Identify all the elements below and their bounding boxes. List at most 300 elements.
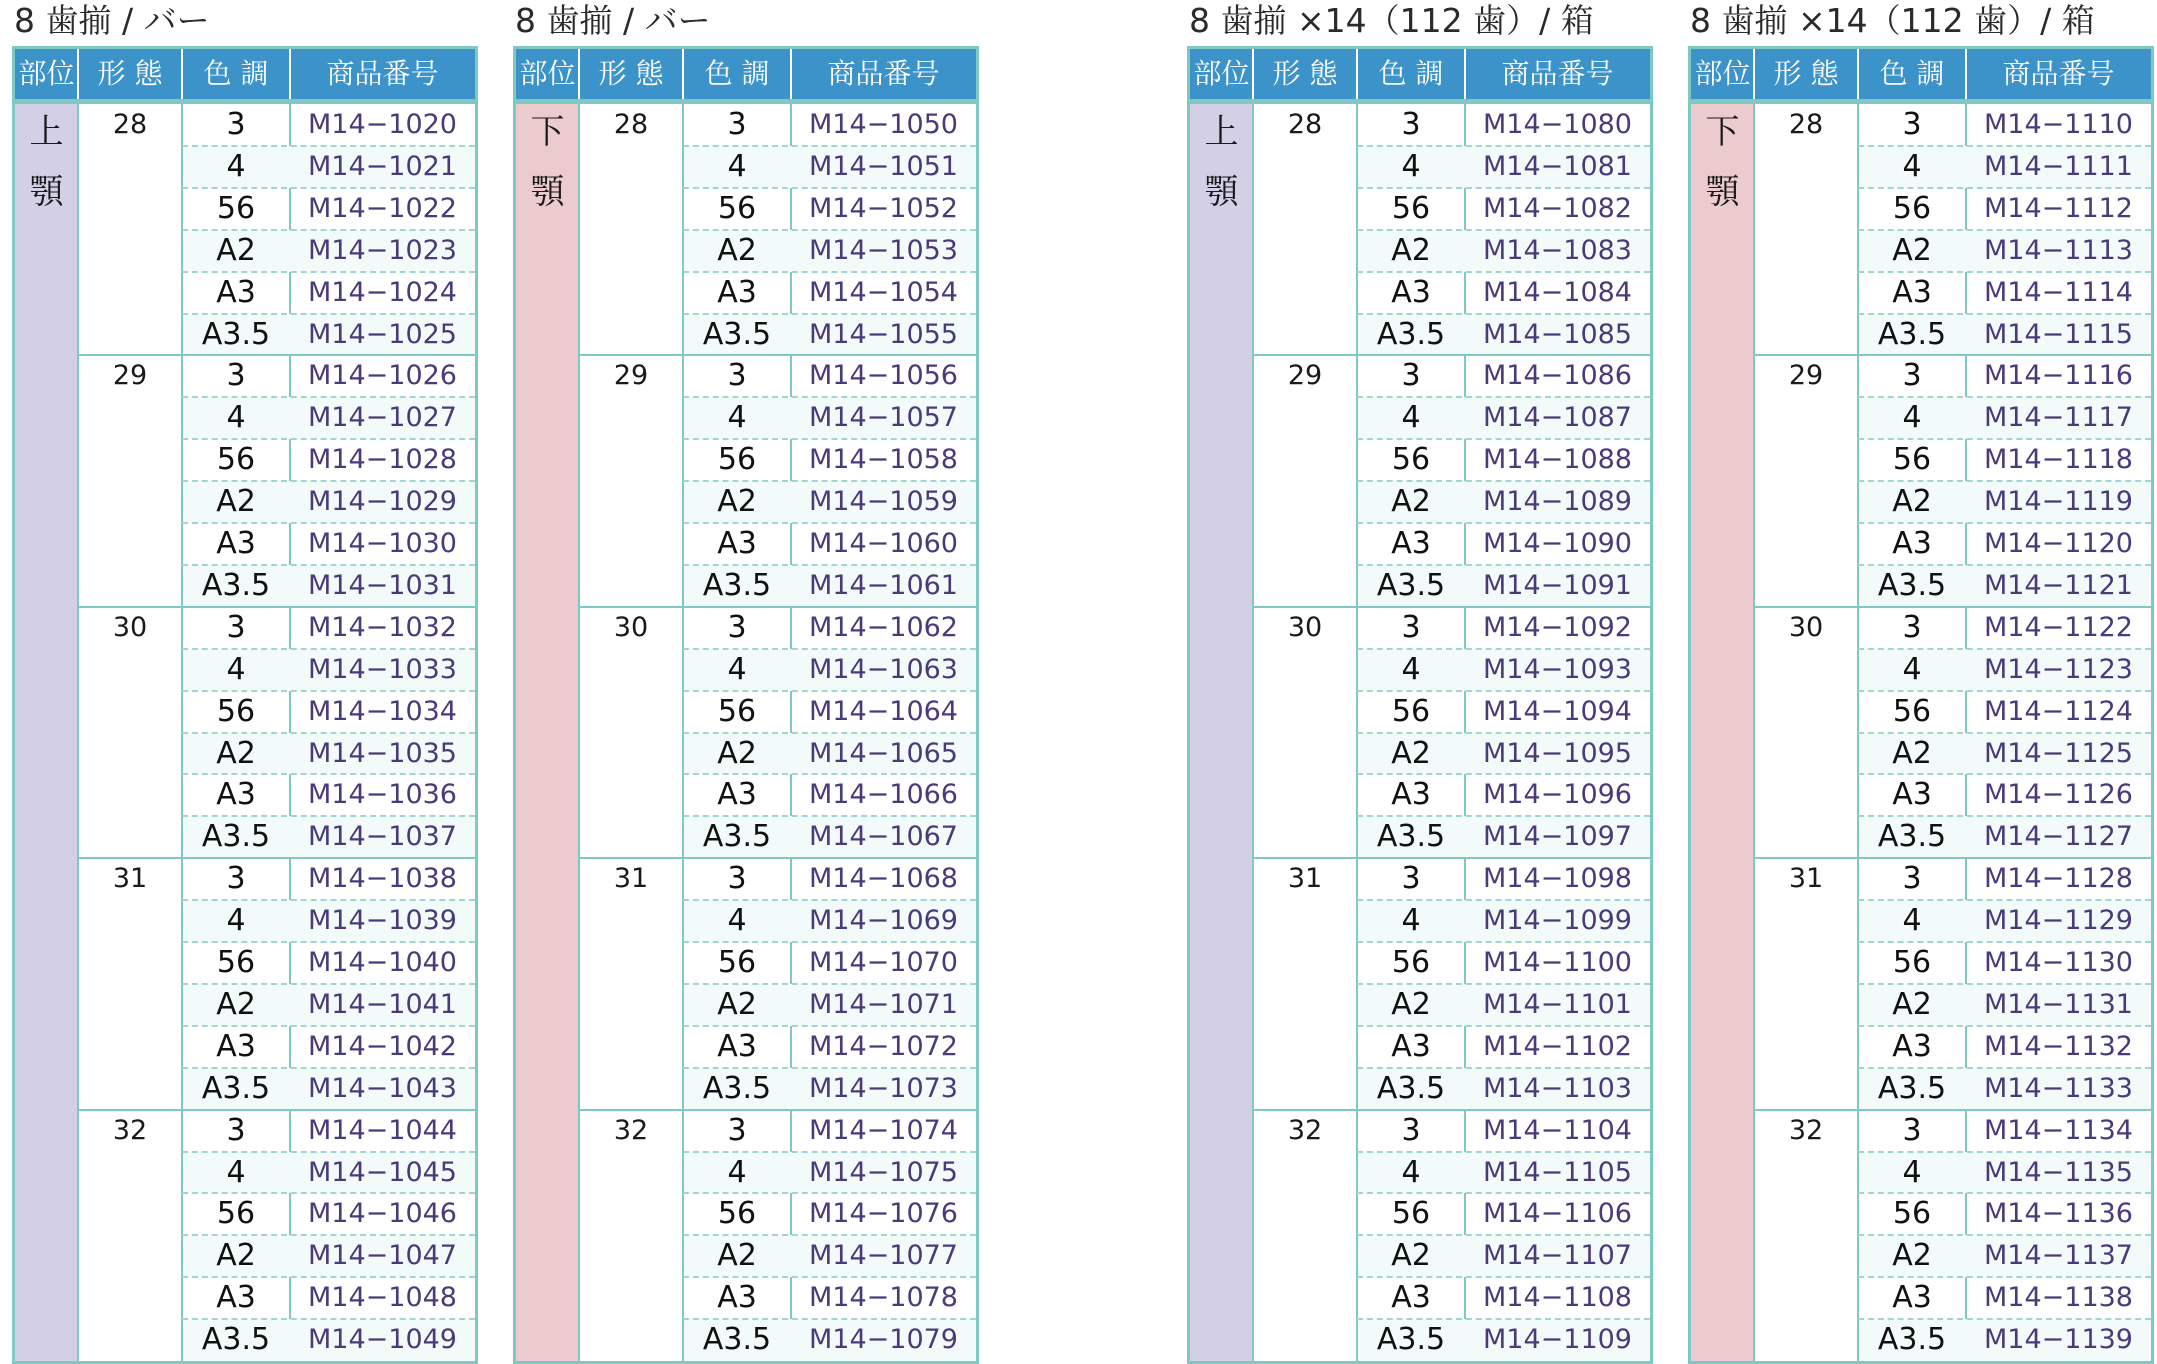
product-code-cell: M14−1026 bbox=[308, 360, 457, 392]
product-code-cell: M14−1037 bbox=[308, 821, 457, 853]
product-code-cell: M14−1119 bbox=[1984, 486, 2133, 518]
shade-cell: A2 bbox=[1391, 484, 1431, 520]
shade-cell: 4 bbox=[727, 903, 747, 939]
form-size-cell: 32 bbox=[112, 1114, 148, 1146]
product-code-cell: M14−1065 bbox=[809, 737, 958, 769]
product-code-cell: M14−1072 bbox=[809, 1030, 958, 1062]
product-code-cell: M14−1128 bbox=[1984, 863, 2133, 895]
header-code: 商品番号 bbox=[326, 57, 439, 90]
product-code-cell: M14−1030 bbox=[308, 528, 457, 559]
product-code-cell: M14−1044 bbox=[308, 1114, 457, 1146]
shade-cell: A2 bbox=[1391, 986, 1431, 1022]
jaw-part-label: 下 bbox=[530, 112, 565, 152]
product-code-cell: M14−1042 bbox=[308, 1030, 457, 1062]
shade-cell: A3.5 bbox=[201, 1322, 271, 1358]
product-code-cell: M14−1112 bbox=[1984, 192, 2133, 224]
form-size-cell: 30 bbox=[1287, 611, 1323, 643]
product-code-cell: M14−1053 bbox=[809, 234, 958, 266]
product-code-cell: M14−1056 bbox=[809, 360, 958, 392]
shade-cell: A3 bbox=[1892, 1028, 1932, 1064]
form-size-cell: 28 bbox=[1788, 109, 1824, 140]
header-divider bbox=[1356, 49, 1358, 99]
shade-cell: 3 bbox=[226, 1112, 246, 1148]
product-code-cell: M14−1077 bbox=[809, 1240, 958, 1272]
shade-cell: A3 bbox=[216, 526, 256, 561]
product-code-cell: M14−1115 bbox=[1984, 318, 2133, 350]
shade-cell: 3 bbox=[226, 861, 246, 897]
jaw-part-label: 上 bbox=[1204, 112, 1239, 152]
header-part: 部位 bbox=[519, 57, 576, 90]
shade-cell: 4 bbox=[1902, 400, 1922, 436]
product-code-cell: M14−1043 bbox=[308, 1072, 457, 1104]
product-code-cell: M14−1033 bbox=[308, 653, 457, 685]
shade-cell: 3 bbox=[1902, 609, 1922, 645]
product-code-cell: M14−1092 bbox=[1483, 611, 1632, 643]
form-size-cell: 32 bbox=[1788, 1114, 1824, 1146]
product-code-cell: M14−1091 bbox=[1483, 569, 1632, 601]
jaw-part-label: 上 bbox=[29, 112, 64, 152]
shade-cell: A3.5 bbox=[1877, 1322, 1947, 1358]
product-code-cell: M14−1135 bbox=[1984, 1156, 2133, 1188]
header-shade: 色 調 bbox=[203, 57, 269, 90]
product-code-cell: M14−1063 bbox=[809, 653, 958, 685]
shade-cell: A3 bbox=[1892, 526, 1932, 561]
form-size-cell: 30 bbox=[1788, 611, 1824, 643]
table-header bbox=[1691, 49, 2151, 104]
product-code-cell: M14−1024 bbox=[308, 276, 457, 308]
shade-cell: A2 bbox=[717, 232, 757, 268]
form-size-cell: 28 bbox=[613, 109, 649, 140]
shade-cell: 56 bbox=[216, 1196, 256, 1232]
product-code-cell: M14−1079 bbox=[809, 1324, 958, 1356]
product-code-cell: M14−1022 bbox=[308, 192, 457, 224]
shade-cell: 4 bbox=[1902, 1154, 1922, 1190]
header-divider bbox=[181, 49, 183, 99]
shade-cell: A2 bbox=[1391, 232, 1431, 268]
product-code-cell: M14−1138 bbox=[1984, 1282, 2133, 1314]
shade-cell: 3 bbox=[727, 358, 747, 394]
shade-cell: 56 bbox=[717, 190, 757, 226]
product-code-cell: M14−1060 bbox=[809, 528, 958, 559]
product-code-cell: M14−1040 bbox=[308, 947, 457, 978]
product-code-cell: M14−1074 bbox=[809, 1114, 958, 1146]
shade-cell: 4 bbox=[1401, 400, 1421, 436]
shade-cell: A3.5 bbox=[702, 1322, 772, 1358]
header-shade: 色 調 bbox=[1879, 57, 1945, 90]
header-divider bbox=[578, 49, 580, 99]
shade-cell: 4 bbox=[226, 651, 246, 687]
form-size-cell: 31 bbox=[1788, 863, 1824, 895]
shade-cell: A3.5 bbox=[702, 316, 772, 352]
shade-cell: 3 bbox=[1401, 1112, 1421, 1148]
shade-cell: A3 bbox=[216, 274, 256, 310]
shade-cell: A2 bbox=[216, 232, 256, 268]
shade-cell: 56 bbox=[1391, 1196, 1431, 1232]
product-code-cell: M14−1105 bbox=[1483, 1156, 1632, 1188]
header-part: 部位 bbox=[1193, 57, 1250, 90]
shade-cell: 3 bbox=[1902, 1112, 1922, 1148]
panel-title: 8 歯揃 / バー bbox=[14, 1, 210, 40]
header-divider bbox=[289, 49, 291, 99]
product-code-cell: M14−1062 bbox=[809, 611, 958, 643]
product-code-cell: M14−1050 bbox=[809, 109, 958, 140]
form-size-cell: 29 bbox=[1788, 360, 1824, 392]
shade-cell: 3 bbox=[1902, 861, 1922, 897]
shade-cell: A3 bbox=[1391, 274, 1431, 310]
product-code-cell: M14−1087 bbox=[1483, 402, 1632, 434]
shade-cell: 4 bbox=[1902, 903, 1922, 939]
product-code-cell: M14−1069 bbox=[809, 905, 958, 937]
shade-cell: 3 bbox=[1902, 107, 1922, 142]
product-code-cell: M14−1139 bbox=[1984, 1324, 2133, 1356]
product-code-cell: M14−1081 bbox=[1483, 150, 1632, 182]
header-code: 商品番号 bbox=[2002, 57, 2115, 90]
jaw-part-cell bbox=[1691, 104, 1754, 1361]
shade-cell: A2 bbox=[216, 1238, 256, 1274]
product-code-cell: M14−1049 bbox=[308, 1324, 457, 1356]
column-divider bbox=[1753, 104, 1755, 1361]
product-code-cell: M14−1122 bbox=[1984, 611, 2133, 643]
header-form: 形 態 bbox=[1773, 57, 1839, 90]
shade-cell: 56 bbox=[1892, 190, 1932, 226]
product-code-cell: M14−1048 bbox=[308, 1282, 457, 1314]
column-divider bbox=[77, 104, 79, 1361]
product-code-cell: M14−1031 bbox=[308, 569, 457, 601]
product-code-cell: M14−1025 bbox=[308, 318, 457, 350]
shade-cell: A3 bbox=[1892, 274, 1932, 310]
shade-cell: 3 bbox=[1401, 609, 1421, 645]
shade-cell: A3 bbox=[1892, 777, 1932, 813]
shade-cell: A3 bbox=[216, 1280, 256, 1316]
product-code-cell: M14−1094 bbox=[1483, 695, 1632, 727]
shade-cell: 56 bbox=[717, 945, 757, 980]
product-code-cell: M14−1085 bbox=[1483, 318, 1632, 350]
shade-cell: A2 bbox=[216, 735, 256, 771]
form-size-cell: 31 bbox=[1287, 863, 1323, 895]
product-code-cell: M14−1134 bbox=[1984, 1114, 2133, 1146]
shade-cell: A2 bbox=[1892, 986, 1932, 1022]
shade-cell: A3 bbox=[1892, 1280, 1932, 1316]
form-size-cell: 32 bbox=[613, 1114, 649, 1146]
product-code-cell: M14−1067 bbox=[809, 821, 958, 853]
jaw-part-label: 顎 bbox=[1705, 172, 1740, 212]
product-code-cell: M14−1116 bbox=[1984, 360, 2133, 392]
shade-cell: 3 bbox=[1401, 358, 1421, 394]
panel-title: 8 歯揃 / バー bbox=[515, 1, 711, 40]
product-table bbox=[513, 46, 979, 1364]
shade-cell: A2 bbox=[717, 484, 757, 520]
jaw-part-cell bbox=[15, 104, 78, 1361]
product-code-cell: M14−1086 bbox=[1483, 360, 1632, 392]
product-code-cell: M14−1023 bbox=[308, 234, 457, 266]
product-code-cell: M14−1109 bbox=[1483, 1324, 1632, 1356]
table-header bbox=[516, 49, 976, 104]
product-code-cell: M14−1137 bbox=[1984, 1240, 2133, 1272]
header-divider bbox=[77, 49, 79, 99]
product-code-cell: M14−1117 bbox=[1984, 402, 2133, 434]
header-part: 部位 bbox=[1694, 57, 1751, 90]
product-code-cell: M14−1029 bbox=[308, 486, 457, 518]
product-code-cell: M14−1084 bbox=[1483, 276, 1632, 308]
shade-cell: 56 bbox=[216, 190, 256, 226]
shade-cell: A3 bbox=[1391, 526, 1431, 561]
product-code-cell: M14−1058 bbox=[809, 444, 958, 476]
product-code-cell: M14−1038 bbox=[308, 863, 457, 895]
shade-cell: A3.5 bbox=[1877, 1070, 1947, 1106]
product-code-cell: M14−1041 bbox=[308, 988, 457, 1020]
product-code-cell: M14−1021 bbox=[308, 150, 457, 182]
shade-cell: 4 bbox=[226, 148, 246, 184]
shade-cell: 3 bbox=[226, 609, 246, 645]
product-code-cell: M14−1073 bbox=[809, 1072, 958, 1104]
shade-cell: 56 bbox=[717, 693, 757, 729]
product-code-cell: M14−1035 bbox=[308, 737, 457, 769]
product-code-cell: M14−1099 bbox=[1483, 905, 1632, 937]
product-code-cell: M14−1132 bbox=[1984, 1030, 2133, 1062]
form-size-cell: 28 bbox=[1287, 109, 1323, 140]
header-form: 形 態 bbox=[97, 57, 163, 90]
product-table bbox=[1688, 46, 2154, 1364]
product-code-cell: M14−1123 bbox=[1984, 653, 2133, 685]
product-code-cell: M14−1061 bbox=[809, 569, 958, 601]
product-code-cell: M14−1125 bbox=[1984, 737, 2133, 769]
shade-cell: 56 bbox=[216, 442, 256, 478]
form-size-cell: 29 bbox=[112, 360, 148, 392]
shade-cell: A3 bbox=[717, 526, 757, 561]
product-code-cell: M14−1118 bbox=[1984, 444, 2133, 476]
shade-cell: 4 bbox=[1902, 148, 1922, 184]
product-code-cell: M14−1059 bbox=[809, 486, 958, 518]
product-code-cell: M14−1124 bbox=[1984, 695, 2133, 727]
form-size-cell: 31 bbox=[613, 863, 649, 895]
shade-cell: 3 bbox=[226, 107, 246, 142]
jaw-part-label: 顎 bbox=[1204, 172, 1239, 212]
shade-cell: A2 bbox=[216, 484, 256, 520]
form-size-cell: 31 bbox=[112, 863, 148, 895]
form-size-cell: 30 bbox=[112, 611, 148, 643]
shade-cell: 56 bbox=[1391, 442, 1431, 478]
shade-cell: 4 bbox=[226, 1154, 246, 1190]
product-code-cell: M14−1098 bbox=[1483, 863, 1632, 895]
shade-cell: 4 bbox=[727, 148, 747, 184]
shade-cell: 4 bbox=[226, 400, 246, 436]
shade-cell: 3 bbox=[727, 1112, 747, 1148]
shade-cell: A3 bbox=[717, 1280, 757, 1316]
product-code-cell: M14−1054 bbox=[809, 276, 958, 308]
shade-cell: A3 bbox=[1391, 1280, 1431, 1316]
shade-cell: 56 bbox=[1892, 442, 1932, 478]
header-divider bbox=[1965, 49, 1967, 99]
product-code-cell: M14−1100 bbox=[1483, 947, 1632, 978]
shade-cell: A2 bbox=[216, 986, 256, 1022]
shade-cell: A2 bbox=[1391, 735, 1431, 771]
shade-cell: 3 bbox=[727, 861, 747, 897]
shade-cell: 3 bbox=[727, 609, 747, 645]
shade-cell: A2 bbox=[1391, 1238, 1431, 1274]
product-code-cell: M14−1020 bbox=[308, 109, 457, 140]
shade-cell: A3 bbox=[1391, 1028, 1431, 1064]
shade-cell: 4 bbox=[727, 1154, 747, 1190]
jaw-part-label: 顎 bbox=[530, 172, 565, 212]
product-code-cell: M14−1045 bbox=[308, 1156, 457, 1188]
shade-cell: 4 bbox=[727, 651, 747, 687]
product-code-cell: M14−1093 bbox=[1483, 653, 1632, 685]
product-code-cell: M14−1046 bbox=[308, 1198, 457, 1230]
table-header bbox=[1190, 49, 1650, 104]
shade-cell: A3.5 bbox=[201, 819, 271, 855]
product-code-cell: M14−1032 bbox=[308, 611, 457, 643]
shade-cell: A3.5 bbox=[201, 567, 271, 603]
shade-cell: A3.5 bbox=[1376, 1322, 1446, 1358]
shade-cell: 3 bbox=[1401, 107, 1421, 142]
header-divider bbox=[790, 49, 792, 99]
shade-cell: A3.5 bbox=[1376, 316, 1446, 352]
product-code-cell: M14−1052 bbox=[809, 192, 958, 224]
header-form: 形 態 bbox=[1272, 57, 1338, 90]
shade-cell: 56 bbox=[216, 693, 256, 729]
form-size-cell: 28 bbox=[112, 109, 148, 140]
shade-cell: A2 bbox=[717, 986, 757, 1022]
form-size-cell: 29 bbox=[613, 360, 649, 392]
shade-cell: A2 bbox=[1892, 1238, 1932, 1274]
product-code-cell: M14−1089 bbox=[1483, 486, 1632, 518]
product-code-cell: M14−1136 bbox=[1984, 1198, 2133, 1230]
product-code-cell: M14−1047 bbox=[308, 1240, 457, 1272]
shade-cell: A2 bbox=[1892, 735, 1932, 771]
header-shade: 色 調 bbox=[1378, 57, 1444, 90]
product-code-cell: M14−1068 bbox=[809, 863, 958, 895]
product-table bbox=[1187, 46, 1653, 1364]
shade-cell: 3 bbox=[1401, 861, 1421, 897]
product-code-cell: M14−1097 bbox=[1483, 821, 1632, 853]
jaw-part-label: 顎 bbox=[29, 172, 64, 212]
product-code-cell: M14−1104 bbox=[1483, 1114, 1632, 1146]
shade-cell: 3 bbox=[226, 358, 246, 394]
product-code-cell: M14−1076 bbox=[809, 1198, 958, 1230]
header-shade: 色 調 bbox=[704, 57, 770, 90]
column-divider bbox=[1252, 104, 1254, 1361]
product-code-cell: M14−1114 bbox=[1984, 276, 2133, 308]
product-code-cell: M14−1107 bbox=[1483, 1240, 1632, 1272]
product-code-cell: M14−1028 bbox=[308, 444, 457, 476]
shade-cell: 56 bbox=[1391, 945, 1431, 980]
shade-cell: 3 bbox=[1902, 358, 1922, 394]
column-divider bbox=[578, 104, 580, 1361]
product-code-cell: M14−1133 bbox=[1984, 1072, 2133, 1104]
product-code-cell: M14−1075 bbox=[809, 1156, 958, 1188]
product-code-cell: M14−1121 bbox=[1984, 569, 2133, 601]
shade-cell: A3.5 bbox=[702, 567, 772, 603]
shade-cell: A3 bbox=[717, 777, 757, 813]
shade-cell: A3.5 bbox=[1877, 316, 1947, 352]
product-code-cell: M14−1096 bbox=[1483, 779, 1632, 811]
product-table bbox=[12, 46, 478, 1364]
product-code-cell: M14−1027 bbox=[308, 402, 457, 434]
product-code-cell: M14−1106 bbox=[1483, 1198, 1632, 1230]
shade-cell: 3 bbox=[727, 107, 747, 142]
header-code: 商品番号 bbox=[1501, 57, 1614, 90]
product-code-cell: M14−1039 bbox=[308, 905, 457, 937]
shade-cell: 4 bbox=[1902, 651, 1922, 687]
shade-cell: 4 bbox=[1401, 1154, 1421, 1190]
shade-cell: A3 bbox=[717, 274, 757, 310]
header-divider bbox=[1753, 49, 1755, 99]
product-code-cell: M14−1088 bbox=[1483, 444, 1632, 476]
shade-cell: 4 bbox=[1401, 651, 1421, 687]
product-code-cell: M14−1064 bbox=[809, 695, 958, 727]
product-code-cell: M14−1057 bbox=[809, 402, 958, 434]
product-code-cell: M14−1082 bbox=[1483, 192, 1632, 224]
shade-cell: A2 bbox=[717, 1238, 757, 1274]
shade-cell: A3.5 bbox=[1376, 819, 1446, 855]
product-code-cell: M14−1095 bbox=[1483, 737, 1632, 769]
jaw-part-cell bbox=[516, 104, 579, 1361]
product-code-cell: M14−1034 bbox=[308, 695, 457, 727]
header-code: 商品番号 bbox=[827, 57, 940, 90]
shade-cell: A3.5 bbox=[201, 316, 271, 352]
shade-cell: A3.5 bbox=[1877, 567, 1947, 603]
jaw-part-cell bbox=[1190, 104, 1253, 1361]
product-code-cell: M14−1071 bbox=[809, 988, 958, 1020]
shade-cell: 56 bbox=[1391, 190, 1431, 226]
product-code-cell: M14−1102 bbox=[1483, 1030, 1632, 1062]
shade-cell: 56 bbox=[1892, 1196, 1932, 1232]
shade-cell: 56 bbox=[1391, 693, 1431, 729]
product-code-cell: M14−1130 bbox=[1984, 947, 2133, 978]
panel-title: 8 歯揃 ×14（112 歯）/ 箱 bbox=[1690, 1, 2095, 40]
product-code-cell: M14−1083 bbox=[1483, 234, 1632, 266]
product-code-cell: M14−1101 bbox=[1483, 988, 1632, 1020]
product-code-cell: M14−1108 bbox=[1483, 1282, 1632, 1314]
product-code-cell: M14−1078 bbox=[809, 1282, 958, 1314]
shade-cell: 56 bbox=[717, 1196, 757, 1232]
shade-cell: 56 bbox=[1892, 945, 1932, 980]
form-size-cell: 30 bbox=[613, 611, 649, 643]
product-code-cell: M14−1131 bbox=[1984, 988, 2133, 1020]
shade-cell: A3.5 bbox=[702, 819, 772, 855]
header-divider bbox=[1464, 49, 1466, 99]
product-code-cell: M14−1080 bbox=[1483, 109, 1632, 140]
shade-cell: A3.5 bbox=[201, 1070, 271, 1106]
form-size-cell: 32 bbox=[1287, 1114, 1323, 1146]
header-divider bbox=[1252, 49, 1254, 99]
shade-cell: A3.5 bbox=[1376, 1070, 1446, 1106]
shade-cell: 56 bbox=[717, 442, 757, 478]
shade-cell: A2 bbox=[1892, 484, 1932, 520]
form-size-cell: 29 bbox=[1287, 360, 1323, 392]
shade-cell: A2 bbox=[1892, 232, 1932, 268]
jaw-part-label: 下 bbox=[1705, 112, 1740, 152]
shade-cell: A3.5 bbox=[1877, 819, 1947, 855]
product-code-cell: M14−1111 bbox=[1984, 150, 2133, 182]
product-code-cell: M14−1120 bbox=[1984, 528, 2133, 559]
product-code-cell: M14−1090 bbox=[1483, 528, 1632, 559]
shade-cell: A3 bbox=[1391, 777, 1431, 813]
shade-cell: A3 bbox=[216, 777, 256, 813]
product-code-cell: M14−1127 bbox=[1984, 821, 2133, 853]
product-code-cell: M14−1113 bbox=[1984, 234, 2133, 266]
shade-cell: 4 bbox=[727, 400, 747, 436]
product-code-cell: M14−1055 bbox=[809, 318, 958, 350]
panel-title: 8 歯揃 ×14（112 歯）/ 箱 bbox=[1189, 1, 1594, 40]
header-divider bbox=[1857, 49, 1859, 99]
product-code-cell: M14−1051 bbox=[809, 150, 958, 182]
product-code-cell: M14−1110 bbox=[1984, 109, 2133, 140]
header-form: 形 態 bbox=[598, 57, 664, 90]
shade-cell: A3.5 bbox=[702, 1070, 772, 1106]
header-part: 部位 bbox=[18, 57, 75, 90]
product-code-cell: M14−1066 bbox=[809, 779, 958, 811]
